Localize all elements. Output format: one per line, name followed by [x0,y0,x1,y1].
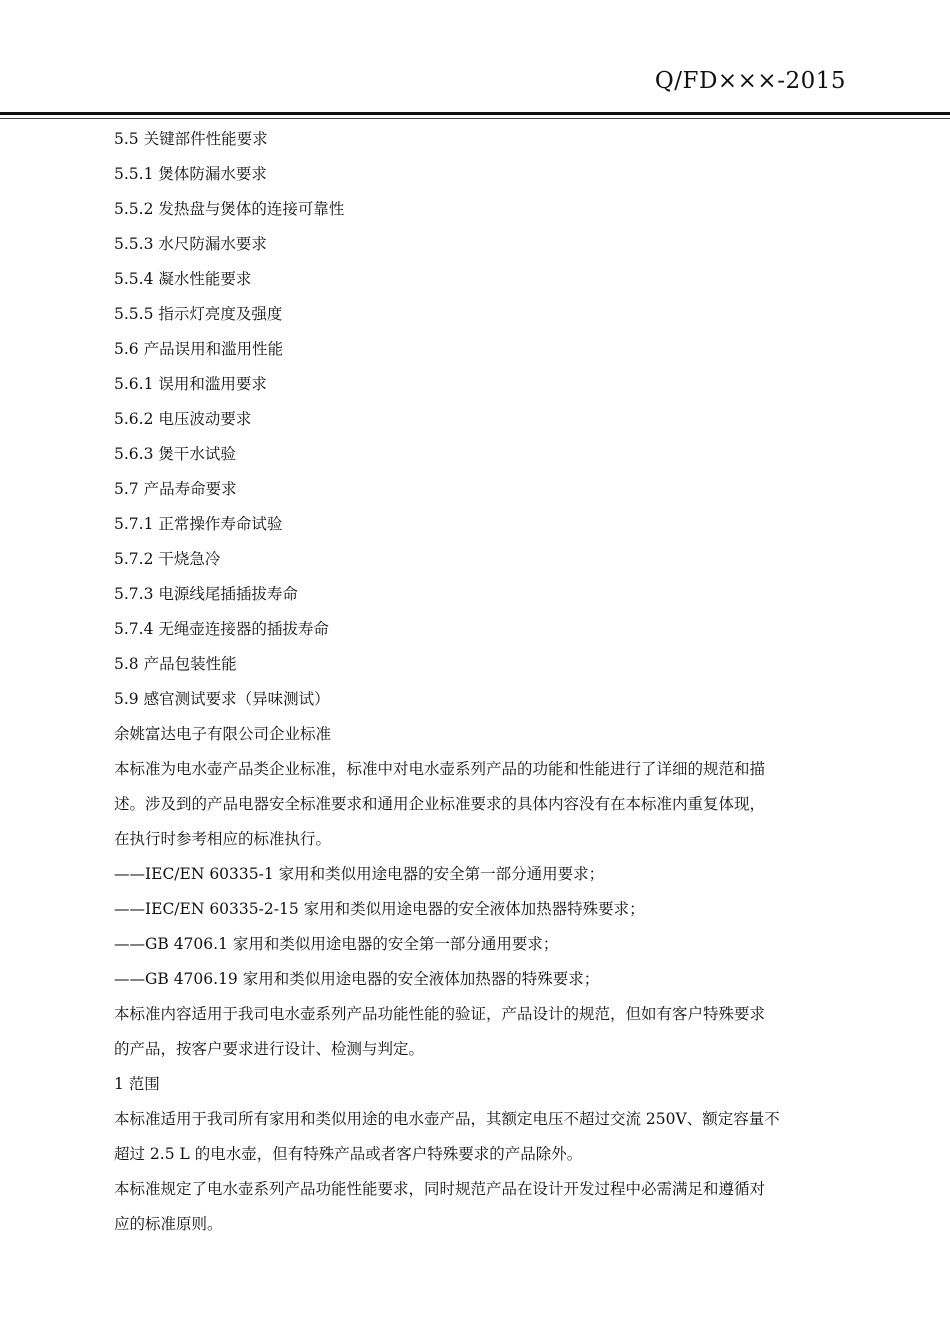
intro-line: 述。涉及到的产品电器安全标准要求和通用企业标准要求的具体内容没有在本标准内重复体现， [114,795,766,813]
scope-note-line: 的产品，按客户要求进行设计、检测与判定。 [114,1040,425,1058]
header-code: Q/FD×××-2015 [654,68,846,94]
outline-item: 5.7.3 电源线尾插插拔寿命 [114,585,298,603]
scope-note [114,997,854,1067]
outline-item: 5.5.1 煲体防漏水要求 [114,165,267,183]
company-title: 余姚富达电子有限公司企业标准 [114,725,332,743]
standard-item: ——GB 4706.19 家用和类似用途电器的安全液体加热器的特殊要求； [114,970,600,988]
header-rule-thick [0,112,950,115]
outline-item: 5.6.3 煲干水试验 [114,445,236,463]
intro-line: 本标准为电水壶产品类企业标准，标准中对电水壶系列产品的功能和性能进行了详细的规范和描 [114,760,766,778]
outline-item: 5.5.2 发热盘与煲体的连接可靠性 [114,200,345,218]
outline-item: 5.5 关键部件性能要求 [114,130,268,148]
intro-line: 在执行时参考相应的标准执行。 [114,830,332,848]
standards-list [114,857,854,997]
section-line: 本标准适用于我司所有家用和类似用途的电水壶产品，其额定电压不超过交流 250V、额定容量不 [114,1110,780,1128]
document-body [114,122,854,1242]
outline-item: 5.5.3 水尺防漏水要求 [114,235,267,253]
standard-item: ——GB 4706.1 家用和类似用途电器的安全第一部分通用要求； [114,935,559,953]
outline-item: 5.5.4 凝水性能要求 [114,270,252,288]
header-rule-thin [0,118,950,119]
outline-item: 5.7.4 无绳壶连接器的插拔寿命 [114,620,329,638]
section-heading: 1 范围 [114,1075,160,1093]
section-line: 应的标准原则。 [114,1215,223,1233]
section-paragraph [114,1102,854,1172]
section-line: 超过 2.5 L 的电水壶，但有特殊产品或者客户特殊要求的产品除外。 [114,1145,583,1163]
section-paragraph [114,1172,854,1242]
scope-note-line: 本标准内容适用于我司电水壶系列产品功能性能的验证，产品设计的规范，但如有客户特殊要求 [114,1005,766,1023]
outline-item: 5.6.1 误用和滥用要求 [114,375,267,393]
outline-item: 5.5.5 指示灯亮度及强度 [114,305,283,323]
standard-item: ——IEC/EN 60335-1 家用和类似用途电器的安全第一部分通用要求； [114,865,605,883]
outline-item: 5.8 产品包装性能 [114,655,237,673]
outline-item: 5.7.2 干烧急冷 [114,550,221,568]
intro-paragraph [114,752,854,857]
section-line: 本标准规定了电水壶系列产品功能性能要求，同时规范产品在设计开发过程中必需满足和遵循对 [114,1180,766,1198]
outline-item: 5.7.1 正常操作寿命试验 [114,515,283,533]
outline-item: 5.6 产品误用和滥用性能 [114,340,284,358]
outline-item: 5.6.2 电压波动要求 [114,410,252,428]
outline-item: 5.9 感官测试要求（异味测试） [114,690,330,708]
outline-item: 5.7 产品寿命要求 [114,480,237,498]
standard-item: ——IEC/EN 60335-2-15 家用和类似用途电器的安全液体加热器特殊要求； [114,900,645,918]
